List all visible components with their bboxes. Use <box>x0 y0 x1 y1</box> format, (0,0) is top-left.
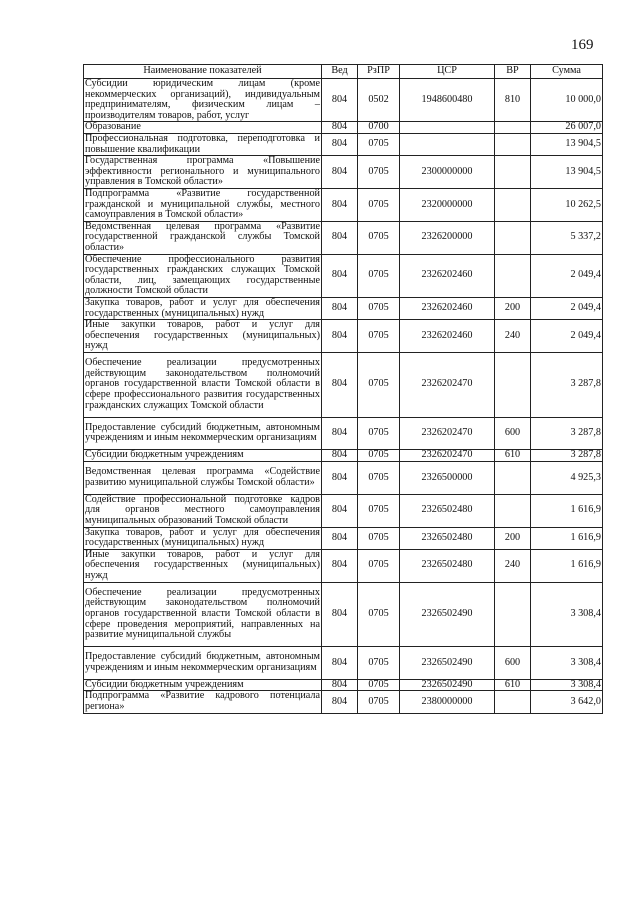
row-rzpr: 0705 <box>358 352 400 417</box>
row-name: Субсидии бюджетным учреждениям <box>84 450 322 462</box>
row-sum: 2 049,4 <box>531 320 603 353</box>
row-ved: 804 <box>322 461 358 494</box>
row-rzpr: 0705 <box>358 188 400 221</box>
row-rzpr: 0705 <box>358 221 400 254</box>
row-sum: 3 308,4 <box>531 582 603 647</box>
row-rzpr: 0705 <box>358 647 400 680</box>
row-sum: 3 287,8 <box>531 417 603 450</box>
row-sum: 10 262,5 <box>531 188 603 221</box>
row-name: Образование <box>84 122 322 134</box>
table-row <box>84 461 603 494</box>
row-name: Субсидии бюджетным учреждениям <box>84 679 322 691</box>
row-sum: 3 308,4 <box>531 679 603 691</box>
row-vr: 200 <box>495 297 531 319</box>
row-csr: 2326200000 <box>400 221 495 254</box>
row-vr <box>495 156 531 189</box>
row-vr <box>495 691 531 713</box>
table-row <box>84 527 603 549</box>
row-name: Предоставление субсидий бюджетным, автономным учреждениям и иным некоммерческим организациям <box>84 417 322 450</box>
row-rzpr: 0705 <box>358 450 400 462</box>
row-vr: 600 <box>495 647 531 680</box>
row-ved: 804 <box>322 133 358 155</box>
row-name: Закупка товаров, работ и услуг для обеспечения государственных (муниципальных) нужд <box>85 526 320 549</box>
row-ved: 804 <box>322 188 358 221</box>
row-vr: 240 <box>495 320 531 353</box>
row-csr: 2326202460 <box>400 254 495 297</box>
budget-table <box>83 64 603 714</box>
row-csr: 2326502490 <box>400 647 495 680</box>
row-rzpr: 0502 <box>358 79 400 122</box>
row-csr: 2320000000 <box>400 188 495 221</box>
row-ved: 804 <box>322 527 358 549</box>
row-rzpr: 0705 <box>358 320 400 353</box>
row-ved: 804 <box>322 156 358 189</box>
row-ved: 804 <box>322 221 358 254</box>
table-header-row <box>84 65 603 79</box>
table-row <box>84 450 603 462</box>
row-name: Закупка товаров, работ и услуг для обеспечения государственных (муниципальных) нужд <box>85 296 320 319</box>
page-number: 169 <box>571 37 594 53</box>
row-ved: 804 <box>322 691 358 713</box>
row-csr: 2326202470 <box>400 352 495 417</box>
table-body <box>84 79 603 714</box>
row-csr: 2326202460 <box>400 297 495 319</box>
row-name: Обеспечение реализации предусмотренных действующим законодательством полномочий органов государственной власти Томской области в сфере проведения мероприятий, направленных на развитие муниципальной службы <box>84 582 322 647</box>
row-sum: 4 925,3 <box>531 461 603 494</box>
row-vr <box>495 188 531 221</box>
table-row <box>84 297 603 319</box>
row-csr: 2326502490 <box>400 679 495 691</box>
row-vr: 240 <box>495 549 531 582</box>
row-csr: 2326502480 <box>400 494 495 527</box>
table-row <box>84 133 603 155</box>
row-name: Обеспечение профессионального развития государственных гражданских служащих Томской области, лиц, замещающих государственные должности Томской области <box>85 253 320 297</box>
row-name: Содействие профессиональной подготовке кадров для органов местного самоуправления муниципальных образований Томской области <box>85 493 320 526</box>
table-row <box>84 156 603 189</box>
row-vr <box>495 494 531 527</box>
row-name: Ведомственная целевая программа «Развитие государственной гражданской службы Томской области» <box>85 220 320 253</box>
row-csr: 2326202470 <box>400 417 495 450</box>
row-name: Подпрограмма «Развитие кадрового потенциала региона» <box>85 690 320 713</box>
row-vr: 200 <box>495 527 531 549</box>
row-csr: 1948600480 <box>400 79 495 122</box>
row-vr: 610 <box>495 450 531 462</box>
table-row <box>84 691 603 713</box>
row-ved: 804 <box>322 352 358 417</box>
row-sum: 1 616,9 <box>531 527 603 549</box>
row-ved: 804 <box>322 679 358 691</box>
row-rzpr: 0700 <box>358 122 400 134</box>
row-csr <box>400 122 495 134</box>
row-name: Субсидии юридическим лицам (кроме некоммерческих организаций), индивидуальным предпринимателям, физическим лицам – производителям товаров, работ, услуг <box>85 78 320 121</box>
row-csr: 2326502480 <box>400 527 495 549</box>
row-csr: 2326202470 <box>400 450 495 462</box>
row-sum: 3 287,8 <box>531 352 603 417</box>
row-vr <box>495 582 531 647</box>
row-ved: 804 <box>322 582 358 647</box>
row-csr: 2300000000 <box>400 156 495 189</box>
row-ved: 804 <box>322 297 358 319</box>
row-ved: 804 <box>322 450 358 462</box>
table-row <box>84 647 603 680</box>
table-row <box>84 417 603 450</box>
table-row <box>84 494 603 527</box>
row-ved: 804 <box>322 320 358 353</box>
row-rzpr: 0705 <box>358 156 400 189</box>
header-csr: ЦСР <box>400 65 495 79</box>
row-vr: 810 <box>495 79 531 122</box>
row-sum: 1 616,9 <box>531 549 603 582</box>
row-ved: 804 <box>322 254 358 297</box>
row-name: Ведомственная целевая программа «Содействие развитию муниципальной службы Томской области» <box>84 461 322 494</box>
row-name: Предоставление субсидий бюджетным, автономным учреждениям и иным некоммерческим организациям <box>84 647 322 680</box>
row-name: Профессиональная подготовка, переподготовка и повышение квалификации <box>85 132 320 155</box>
header-vr: ВР <box>495 65 531 79</box>
row-rzpr: 0705 <box>358 297 400 319</box>
header-ved: Вед <box>322 65 358 79</box>
table-row <box>84 254 603 297</box>
row-rzpr: 0705 <box>358 254 400 297</box>
table-row <box>84 122 603 134</box>
row-name: Подпрограмма «Развитие государственной гражданской и муниципальной службы, местного самоуправления в Томской области» <box>85 187 320 221</box>
row-sum: 13 904,5 <box>531 156 603 189</box>
row-ved: 804 <box>322 494 358 527</box>
header-sum: Сумма <box>531 65 603 79</box>
table-row <box>84 679 603 691</box>
row-vr <box>495 133 531 155</box>
row-vr: 610 <box>495 679 531 691</box>
row-sum: 3 287,8 <box>531 450 603 462</box>
row-ved: 804 <box>322 647 358 680</box>
row-name: Обеспечение реализации предусмотренных действующим законодательством полномочий органов государственной власти Томской области в сфере профессионального развития государственных гражданских служащих Томской области <box>84 352 322 417</box>
row-csr: 2326202460 <box>400 320 495 353</box>
row-rzpr: 0705 <box>358 582 400 647</box>
table-row <box>84 320 603 353</box>
row-csr <box>400 133 495 155</box>
row-vr <box>495 221 531 254</box>
row-rzpr: 0705 <box>358 133 400 155</box>
row-vr <box>495 122 531 134</box>
row-vr <box>495 352 531 417</box>
table-row <box>84 221 603 254</box>
row-sum: 10 000,0 <box>531 79 603 122</box>
row-rzpr: 0705 <box>358 461 400 494</box>
row-ved: 804 <box>322 79 358 122</box>
row-csr: 2326502480 <box>400 549 495 582</box>
row-csr: 2326502490 <box>400 582 495 647</box>
row-sum: 13 904,5 <box>531 133 603 155</box>
row-sum: 5 337,2 <box>531 221 603 254</box>
row-rzpr: 0705 <box>358 549 400 582</box>
row-sum: 2 049,4 <box>531 254 603 297</box>
row-rzpr: 0705 <box>358 691 400 713</box>
row-name: Иные закупки товаров, работ и услуг для обеспечения государственных (муниципальных) нужд <box>85 319 320 352</box>
table-row <box>84 352 603 417</box>
row-name: Иные закупки товаров, работ и услуг для обеспечения государственных (муниципальных) нужд <box>85 548 320 581</box>
row-ved: 804 <box>322 122 358 134</box>
row-sum: 3 642,0 <box>531 691 603 713</box>
row-vr <box>495 254 531 297</box>
row-csr: 2326500000 <box>400 461 495 494</box>
table-row <box>84 188 603 221</box>
header-rzpr: РзПР <box>358 65 400 79</box>
row-ved: 804 <box>322 549 358 582</box>
row-sum: 2 049,4 <box>531 297 603 319</box>
row-rzpr: 0705 <box>358 527 400 549</box>
row-sum: 1 616,9 <box>531 494 603 527</box>
row-rzpr: 0705 <box>358 679 400 691</box>
row-ved: 804 <box>322 417 358 450</box>
row-rzpr: 0705 <box>358 494 400 527</box>
table-row <box>84 549 603 582</box>
table-row <box>84 582 603 647</box>
table-row <box>84 79 603 122</box>
row-name: Государственная программа «Повышение эффективности регионального и муниципального управления в Томской области» <box>85 155 320 188</box>
header-name: Наименование показателей <box>84 65 322 79</box>
row-sum: 26 007,0 <box>531 122 603 134</box>
row-csr: 2380000000 <box>400 691 495 713</box>
row-sum: 3 308,4 <box>531 647 603 680</box>
row-vr <box>495 461 531 494</box>
row-vr: 600 <box>495 417 531 450</box>
row-rzpr: 0705 <box>358 417 400 450</box>
